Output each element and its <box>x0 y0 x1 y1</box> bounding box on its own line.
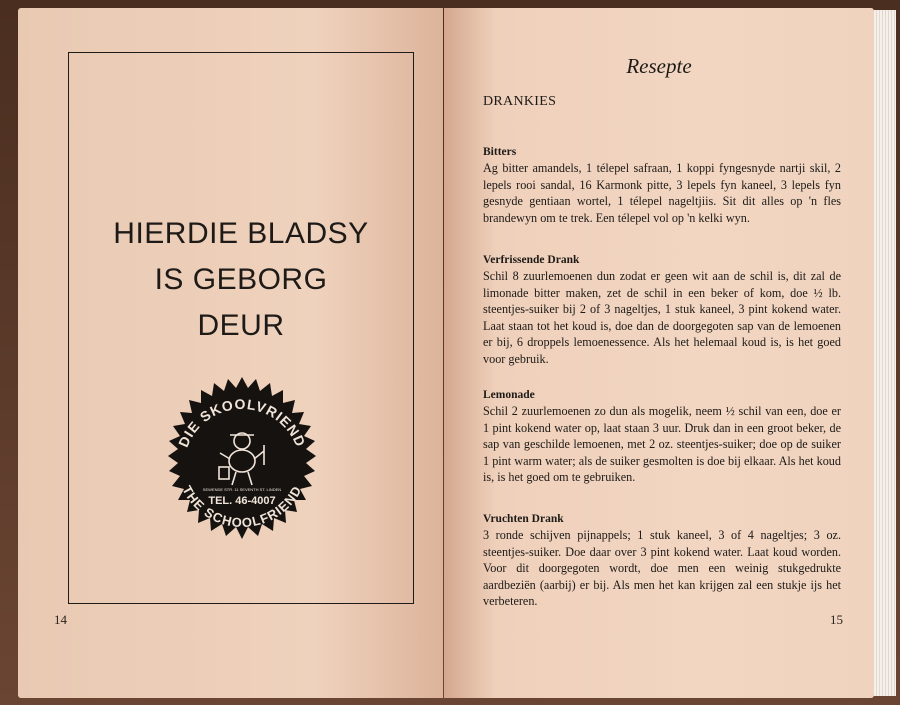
ad-line-2: IS GEBORG <box>154 263 328 296</box>
page-number-left: 14 <box>54 612 67 627</box>
recipe-text: 3 ronde schijven pijnappels; 1 stuk kaneel, 3 of 4 nageltjes; 3 oz. steentjes-suiker. Doe daar over 3 pint kokend water. Laat koud worden. Voor dit doorgegoten wordt, doe men een weinig stukgedrukte aardbeziën (aarbij) er bij. Als men het kan krijgen zal een stukje ijs het verbeteren. <box>483 528 841 609</box>
left-page <box>18 8 443 698</box>
page-header: Resepte <box>626 54 692 78</box>
recipe-lemonade <box>483 389 841 486</box>
recipe-text: Ag bitter amandels, 1 télepel safraan, 1 koppi fyngesnyde nartji skil, 2 lepels rooi sandal, 16 Karmonk pitte, 3 lepels fyn kaneel, 3 lepels fyn gesnyde gentiaan wortel, 1 télepel nageltjiis. Sit dit alles op 'n fles brandewyn om te trek. Een télepel vol op 'n kelki wyn. <box>483 161 841 225</box>
recipe-verfrissende-drank <box>483 254 841 368</box>
schoolfriend-seal-logo <box>152 375 332 555</box>
section-title: DRANKIES <box>483 94 557 109</box>
recipe-text: Schil 2 zuurlemoenen zo dun als mogelik, neem ½ schil van een, doe er 1 pint kokend water op, laat staan 3 uur. Druk dan in een groot beker, de sap van geschilde lemoenen, met 2 oz. steentjes-suiker; doe op de suiker 1 pint warm water; als de suiker gesmolten is doe bij elkaar. Als het koud is, is het goed om te gebruiken. <box>483 404 841 485</box>
recipe-vruchten-drank <box>483 513 841 610</box>
recipe-name: Lemonade <box>483 389 535 401</box>
seal-bottom-text: THE SCHOOLFRIEND <box>179 482 305 531</box>
ad-line-1: HIERDIE BLADSY <box>113 217 369 250</box>
recipe-bitters <box>483 146 841 226</box>
recipe-name: Bitters <box>483 146 517 158</box>
page-edges <box>874 10 896 696</box>
right-page <box>444 8 874 698</box>
seal-top-text: DIE SKOOLVRIEND <box>174 395 310 450</box>
recipe-name: Verfrissende Drank <box>483 254 580 266</box>
seal-address: SEWENDE STR. 11 SEVENTH ST. LINDEN <box>202 487 282 492</box>
seal-phone: TEL. 46-4007 <box>208 495 276 507</box>
page-number-right: 15 <box>830 612 843 627</box>
recipe-text: Schil 8 zuurlemoenen dun zodat er geen wit aan de schil is, dit zal de limonade bitter maken, zet de schil in een beker of kom, doe ½ lb. steentjes-suiker bij 2 of 3 nageltjes, 1 stuk kaneel, 3 pint kokend water. Laat staan tot het koud is, doe dan de doorgegoten sap van de lemoenen er bij, 6 droppels lemoenessence. Als het helemaal koud is, is het goed voor gebruik. <box>483 269 841 366</box>
ad-line-3: DEUR <box>197 309 285 342</box>
recipe-name: Vruchten Drank <box>483 513 564 525</box>
